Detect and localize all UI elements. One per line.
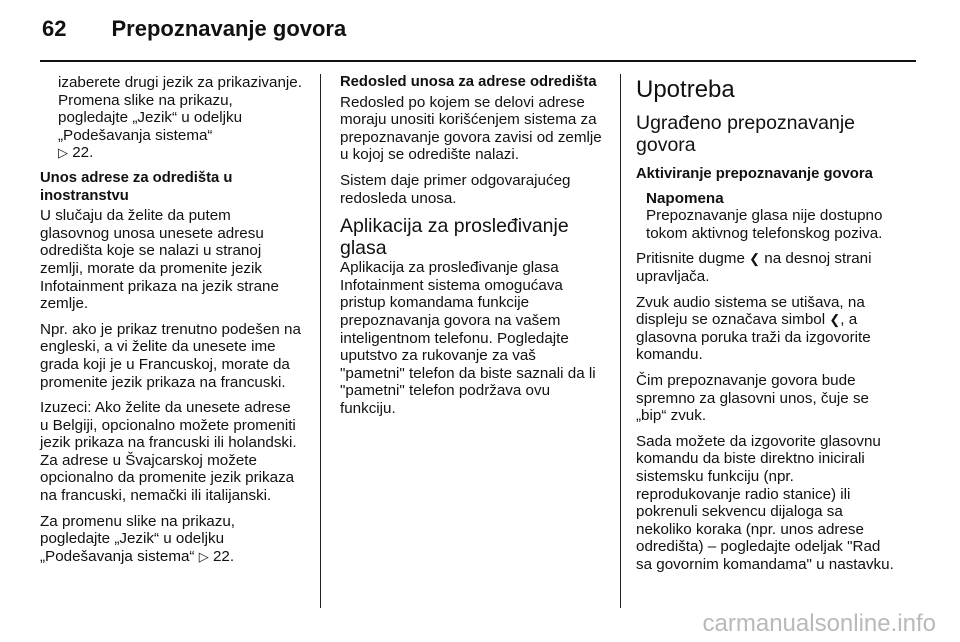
paragraph: U slučaju da želite da putem glasovnog unosa unesete adresu odredišta koje se nalazi u stranoj zemlji, morate da promenite jezik Infotainment prikaza na jezik strane zemlje.	[40, 207, 279, 313]
header-divider	[40, 60, 916, 62]
section-heading-foreign-address: Unos adrese za odredišta u inostranstvu	[40, 169, 233, 204]
page-header	[42, 16, 346, 52]
section-heading-voice-passthrough: Aplikacija za prosleđivanje glasa	[340, 215, 569, 260]
section-heading-input-order: Redosled unosa za adrese odredišta	[340, 74, 597, 90]
column-divider-1	[320, 74, 321, 608]
heading-activation: Aktiviranje prepoznavanje govora	[636, 166, 873, 182]
page-reference[interactable]: 22.	[72, 144, 94, 162]
column-left	[40, 74, 303, 573]
paragraph: Aplikacija za prosleđivanje glasa Infotainment sistema omogućava pristup komandama funkcije prepoznavanja govora na vašem inteligentnom telefonu. Pogledajte uputstvo za rukovanje za vaš "pametni" telefon da biste saznali da li "pametni" telefon podržava ovu funkciju.	[340, 259, 596, 417]
paragraph: Sistem daje primer odgovarajućeg redosleda unosa.	[340, 171, 571, 207]
column-middle	[340, 74, 602, 426]
watermark: carmanualsonline.info	[702, 610, 936, 637]
column-divider-2	[620, 74, 621, 608]
page-reference[interactable]: 22.	[212, 547, 235, 565]
column-right	[636, 74, 900, 581]
subheading-builtin-recognition: Ugrađeno prepoznavanje govora	[636, 112, 855, 156]
paragraph: Npr. ako je prikaz trenutno podešen na engleski, a vi želite da unesete ime grada koji je u Francuskoj, morate da promenite jezik prikaza na francuski.	[40, 320, 301, 391]
intro-paragraph: izaberete drugi jezik za prikazivanje. Promena slike na prikazu, pogledajte „Jezik“ u odeljku „Podešavanja sistema“ ▷ 22.	[58, 74, 302, 162]
voice-button-icon: ❮	[829, 312, 841, 328]
note-title: Napomena	[646, 189, 724, 207]
paragraph: Zvuk audio sistema se utišava, na displeju se označava simbol ❮, a glasovna poruka traži da izgovorite komandu.	[636, 293, 871, 364]
page-title: Prepoznavanje govora	[111, 16, 347, 41]
paragraph: Redosled po kojem se delovi adrese moraju unositi korišćenjem sistema za prepoznavanje govora zavisi od zemlje u kojoj se odredište nalazi.	[340, 93, 602, 164]
paragraph: Čim prepoznavanje govora bude spremno za glasovni unos, čuje se „bip“ zvuk.	[636, 371, 870, 425]
paragraph: Za promenu slike na prikazu, pogledajte „Jezik“ u odeljku „Podešavanja sistema“ ▷ 22.	[40, 512, 235, 565]
paragraph: Sada možete da izgovorite glasovnu komandu da biste direktno inicirali sistemsku funkciju (npr. reprodukovanje radio stanice) ili pokrenuli sekvencu dijaloga sa nekoliko koraka (npr. unos adrese odredišta) – pogledajte odeljak "Rad sa govornim komandama" u nastavku.	[636, 432, 894, 573]
page-number: 62	[42, 16, 67, 41]
voice-button-icon: ❮	[749, 251, 761, 267]
arrow-ref-icon: ▷	[58, 145, 68, 161]
section-heading-usage: Upotreba	[636, 76, 735, 103]
paragraph: Izuzeci: Ako želite da unesete adrese u Belgiji, opcionalno možete promeniti jezik prikaza na francuski ili holandski. Za adrese u Švajcarskoj možete opcionalno da promenite jezik prikaza na francuski, nemački ili italijanski.	[40, 399, 297, 505]
arrow-ref-icon: ▷	[198, 548, 209, 564]
paragraph: Pritisnite dugme ❮ na desnoj strani upravljača.	[636, 250, 872, 285]
note-text: Prepoznavanje glasa nije dostupno tokom aktivnog telefonskog poziva.	[646, 207, 883, 242]
note-box	[636, 190, 900, 243]
